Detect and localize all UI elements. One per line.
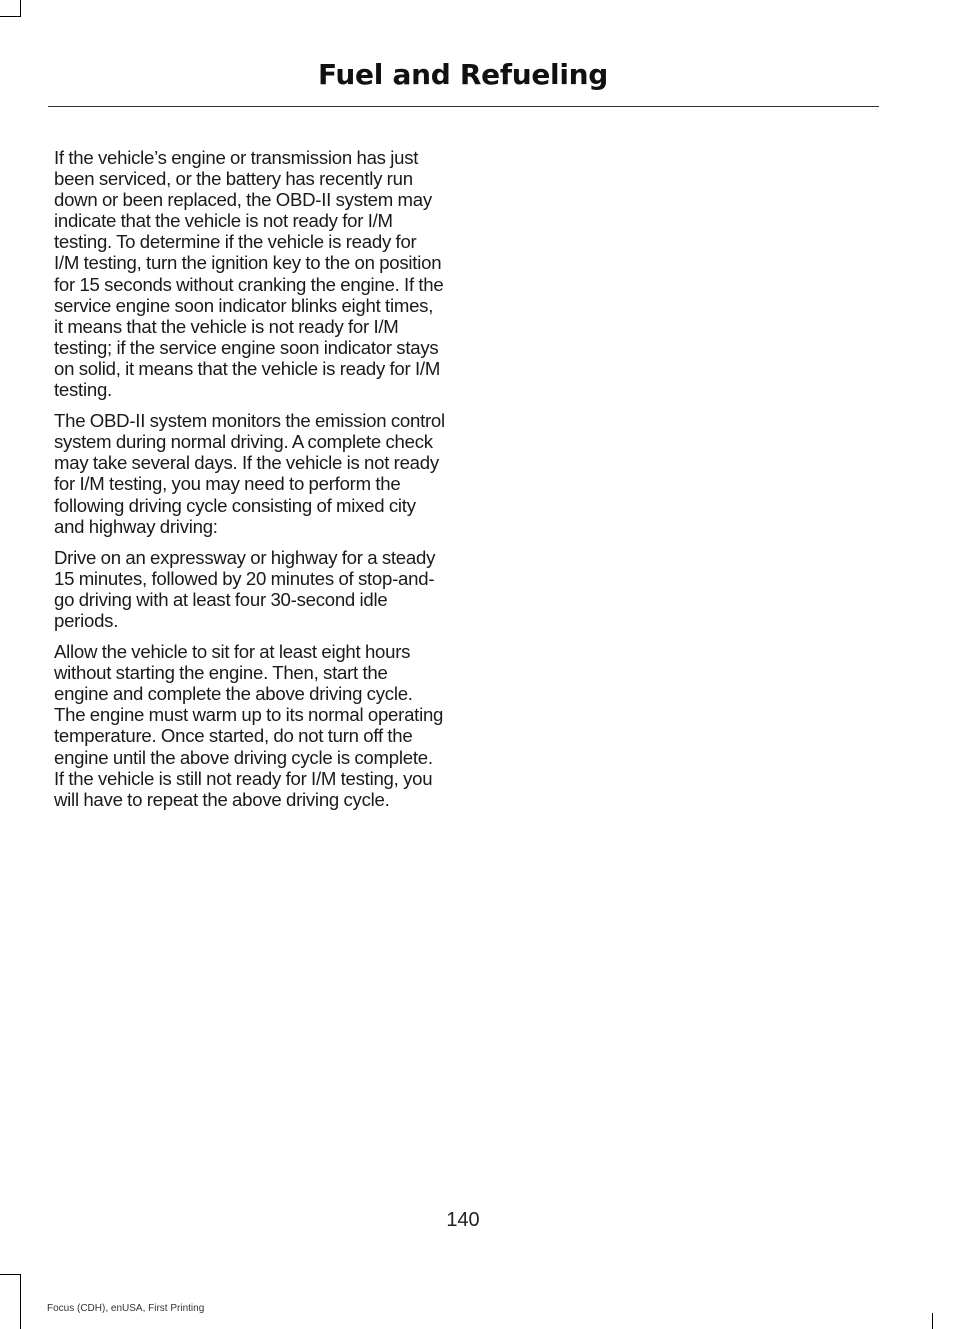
crop-mark-bottom-right-vertical [932,1313,933,1329]
crop-mark-top-left-vertical [20,0,21,16]
paragraph-monitoring: The OBD-II system monitors the emission control system during normal driving. A complete check may take several days. If the vehicle is not ready for I/M testing, you may need to perform the following driving cycle consisting of mixed city and highway driving: [54,410,445,537]
title-divider [48,106,879,107]
paragraph-expressway-drive: Drive on an expressway or highway for a steady 15 minutes, followed by 20 minutes of stop-and-go driving with at least four 30-second idle periods. [54,546,436,631]
footer-edition: Focus (CDH), enUSA, First Printing [47,1303,205,1314]
body-text-column [54,147,446,820]
paragraph-readiness: If the vehicle’s engine or transmission has just been serviced, or the battery has recently run down or been replaced, the OBD-II system may indicate that the vehicle is not ready for I/M testing. To determine if the vehicle is ready for I/M testing, turn the ignition key to the on position for 15 seconds without cranking the engine. If the service engine soon indicator blinks eight times, it means that the vehicle is not ready for I/M testing; if the service engine soon indicator stays on solid, it means that the vehicle is ready for I/M testing. [54,147,444,401]
crop-mark-bottom-left-vertical [20,1274,21,1329]
page-title: Fuel and Refueling [317,58,609,91]
crop-mark-bottom-left-horizontal [0,1274,21,1275]
paragraph-repeat-cycle: Allow the vehicle to sit for at least eight hours without starting the engine. Then, start the engine and complete the above driving cycle. The engine must warm up to its normal operating temperature. Once started, do not turn off the engine until the above driving cycle is complete. If the vehicle is still not ready for I/M testing, you will have to repeat the above driving cycle. [54,641,444,810]
page-number: 140 [446,1209,480,1231]
crop-mark-top-left-horizontal [0,16,21,17]
